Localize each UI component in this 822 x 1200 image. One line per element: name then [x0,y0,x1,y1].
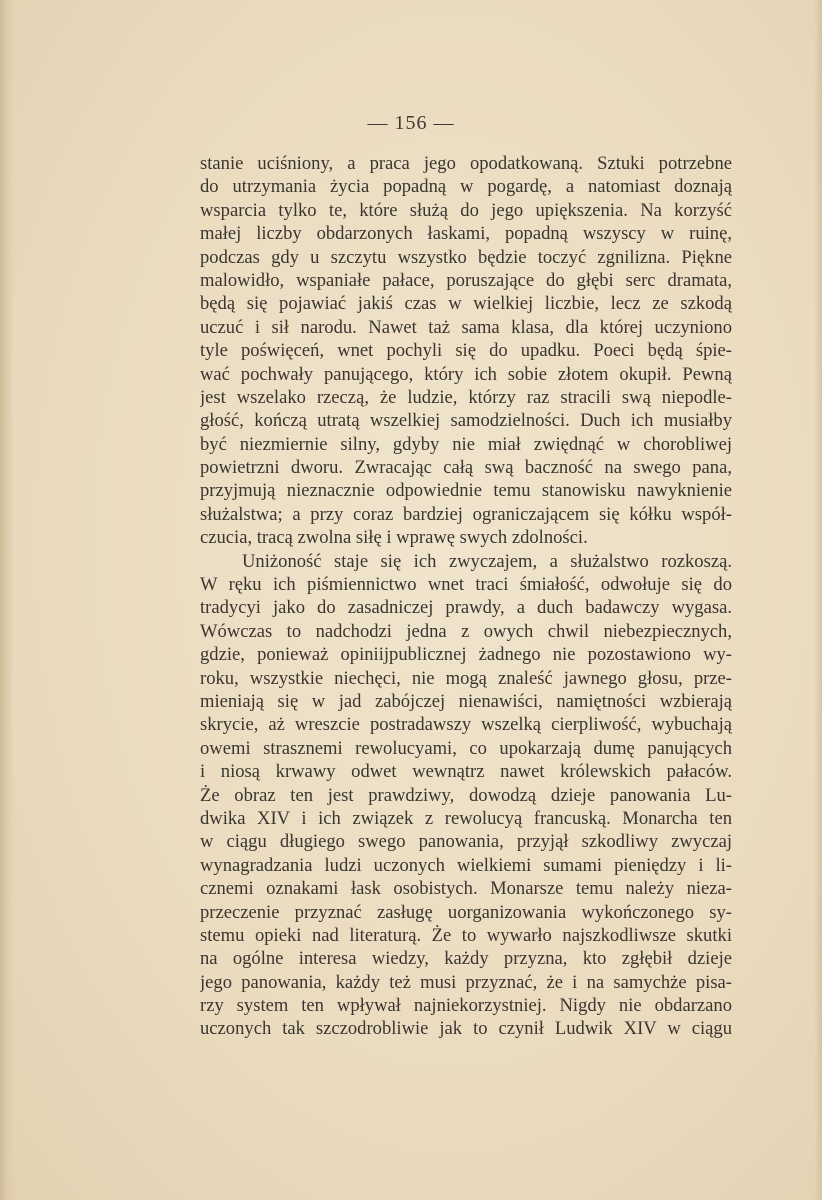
text-line: w ciągu długiego swego panowania, przyjął szkodliwy zwyczaj [200,831,732,853]
paragraph-start-line: Uniżoność staje się ich zwyczajem, a służalstwo rozkoszą. [242,550,732,572]
text-line: być niezmiernie silny, gdyby nie miał zwiędnąć w chorobliwej [200,433,732,455]
text-line: małej liczby obdarzonych łaskami, popadną wszyscy w ruinę, [200,223,732,245]
text-line: będą się pojawiać jakiś czas w wielkiej liczbie, lecz ze szkodą [200,293,732,315]
text-line: mieniają się w jad zabójczej nienawiści, namiętności wzbierają [200,690,732,712]
text-line: tradycyi jako do zasadniczej prawdy, a duch badawczy wygasa. [200,597,732,619]
text-line: wać pochwały panującego, który ich sobie złotem okupił. Pewną [200,363,732,385]
text-line: rzy system ten wpływał najniekorzystniej. Nigdy nie obdarzano [200,995,732,1017]
text-line: jest wszelako rzeczą, że ludzie, którzy raz stracili swą niepodle- [200,386,732,408]
text-line: Że obraz ten jest prawdziwy, dowodzą dzieje panowania Lu- [200,784,732,806]
text-line: przeczenie przyznać zasługę uorganizowania wykończonego sy- [200,901,732,923]
text-line: dwika XIV i ich związek z rewolucyą francuską. Monarcha ten [200,807,732,829]
text-line: W ręku ich piśmiennictwo wnet traci śmiałość, odwołuje się do [200,574,732,596]
text-line: skrycie, aż wreszcie postradawszy wszelką cierpliwość, wybuchają [200,714,732,736]
text-line: malowidło, wspaniałe pałace, poruszające do głębi serc dramata, [200,269,732,291]
body-text [200,152,732,1041]
text-line: stanie uciśniony, a praca jego opodatkowaną. Sztuki potrzebne [200,153,732,174]
text-line: jego panowania, każdy też musi przyznać, że i na samychże pisa- [200,971,732,993]
page-edge-shadow [814,0,822,1200]
text-line: wsparcia tylko te, które służą do jego upiększenia. Na korzyść [200,199,732,221]
text-line: Wówczas to nadchodzi jedna z owych chwil niebezpiecznych, [200,620,732,642]
text-line: przyjmują nieznacznie odpowiednie temu stanowisku nawyknienie [200,480,732,502]
text-line: roku, wszystkie niechęci, nie mogą znaleść jawnego głosu, prze- [200,667,732,689]
text-line: do utrzymania życia popadną w pogardę, a natomiast doznają [200,176,732,198]
text-line: podczas gdy u szczytu wszystko będzie toczyć zgnilizna. Piękne [200,246,732,268]
text-line: uczonych tak szczodrobliwie jak to czynił Ludwik XIV w ciągu [200,1018,732,1040]
text-line: i niosą krwawy odwet wewnątrz nawet królewskich pałaców. [200,761,732,783]
text-line: tyle poświęceń, wnet pochyli się do upadku. Poeci będą śpie- [200,340,732,362]
paragraph-end-line: czucia, tracą zwolna siłę i wprawę swych zdolności. [200,527,588,549]
text-line: wynagradzania ludzi uczonych wielkiemi sumami pieniędzy i li- [200,854,732,876]
text-line: głość, kończą utratą wszelkiej samodzielności. Duch ich musiałby [200,410,732,432]
text-line: powietrzni dworu. Zwracając całą swą baczność na swego pana, [200,457,732,479]
text-line: cznemi oznakami łask osobistych. Monarsze temu należy nieza- [200,878,732,900]
page-number: — 156 — [367,112,455,134]
text-line: na ogólne interesa wiedzy, każdy przyzna, kto zgłębił dzieje [200,948,732,970]
text-line: gdzie, ponieważ opiniijpublicznej żadnego nie pozostawiono wy- [200,644,732,666]
text-line: uczuć i sił narodu. Nawet taż sama klasa, dla której uczyniono [200,316,732,338]
text-line: stemu opieki nad literaturą. Że to wywarło najszkodliwsze skutki [200,924,732,946]
page-binding-shadow [0,0,14,1200]
text-line: służalstwa; a przy coraz bardziej ograniczającem się kółku współ- [200,503,732,525]
text-line: owemi strasznemi rewolucyami, co upokarzają dumę panujących [200,737,732,759]
